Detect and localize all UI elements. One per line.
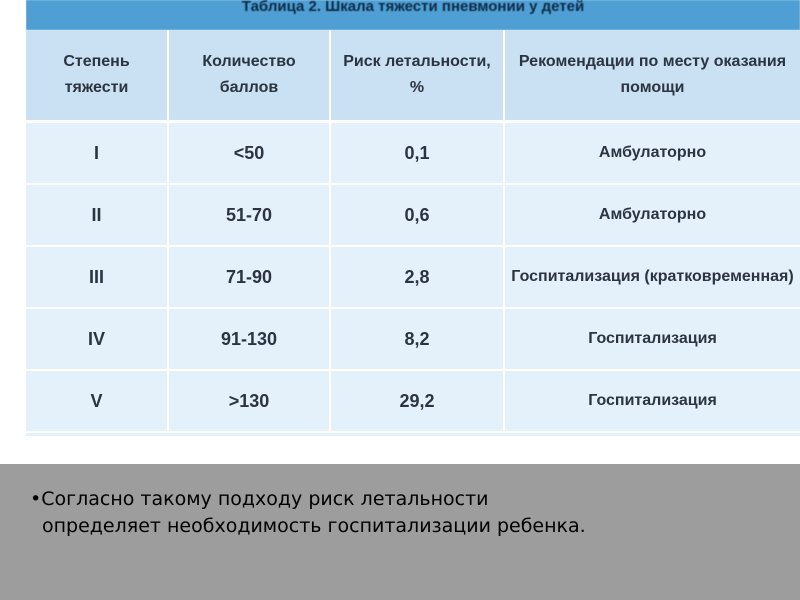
cell-mortality-risk: 2,8: [330, 246, 504, 308]
table-caption: Таблица 2. Шкала тяжести пневмонии у детей: [26, 0, 800, 30]
table-row: [26, 122, 800, 185]
header-mortality-risk: Риск летальности, %: [330, 30, 504, 122]
note-text: [30, 486, 770, 540]
note-line-1: Согласно такому подходу риск летальности: [41, 488, 489, 510]
cell-recommendation: Госпитализация: [504, 308, 800, 370]
cell-recommendation: Амбулаторно: [504, 184, 800, 246]
header-severity: Степень тяжести: [26, 30, 168, 122]
cell-mortality-risk: 0,6: [330, 184, 504, 246]
table-row: [26, 246, 800, 308]
severity-table-image: [26, 0, 800, 436]
cell-score: <50: [168, 122, 330, 185]
cell-severity: III: [26, 246, 168, 308]
table-row: [26, 370, 800, 432]
cell-score: 71-90: [168, 246, 330, 308]
severity-table: [26, 30, 800, 433]
cell-mortality-risk: 8,2: [330, 308, 504, 370]
table-header-row: [26, 30, 800, 122]
cell-score: 51-70: [168, 184, 330, 246]
cell-severity: V: [26, 370, 168, 432]
note-panel: [0, 464, 800, 600]
header-score: Количество баллов: [168, 30, 330, 122]
cell-mortality-risk: 0,1: [330, 122, 504, 185]
cell-mortality-risk: 29,2: [330, 370, 504, 432]
cell-severity: IV: [26, 308, 168, 370]
cell-severity: I: [26, 122, 168, 185]
cell-severity: II: [26, 184, 168, 246]
table-row: [26, 308, 800, 370]
cell-recommendation: Госпитализация (кратковременная): [504, 246, 800, 308]
cell-score: 91-130: [168, 308, 330, 370]
note-line-2: определяет необходимость госпитализации ребенка.: [42, 515, 586, 537]
cell-recommendation: Госпитализация: [504, 370, 800, 432]
cell-recommendation: Амбулаторно: [504, 122, 800, 185]
table-row: [26, 184, 800, 246]
cell-score: >130: [168, 370, 330, 432]
header-recommendations: Рекомендации по месту оказания помощи: [504, 30, 800, 122]
bullet: •: [30, 488, 42, 510]
